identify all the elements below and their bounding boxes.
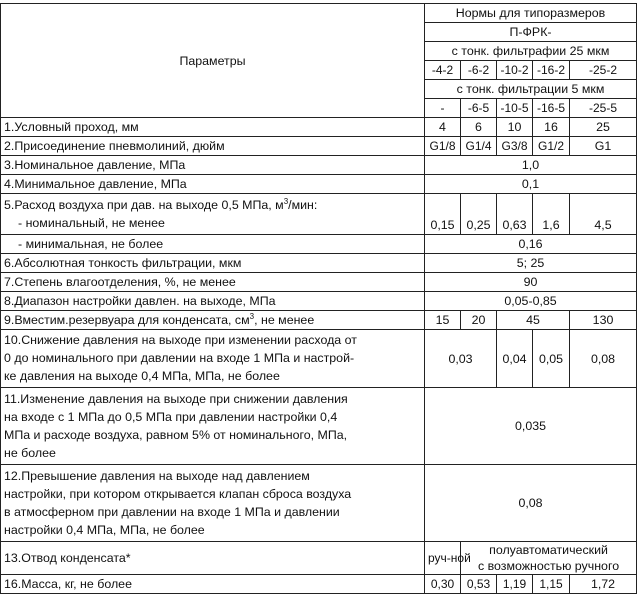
size5-cell: -10-5 [497, 99, 533, 118]
row-label [1, 465, 425, 542]
label-sup: 3 [249, 311, 255, 321]
value-cell: 0,03 [425, 330, 497, 388]
row-label: 6.Абсолютная тонкость фильтрации, мкм [1, 254, 425, 273]
size5-cell: -6-5 [461, 99, 497, 118]
row-connection [1, 137, 637, 156]
value-cell: 4 [425, 118, 461, 137]
label-text: /мин: [288, 198, 318, 212]
norms-header: Нормы для типоразмеров [425, 4, 637, 23]
row-label [1, 330, 425, 388]
row-pressure-drop [1, 330, 637, 388]
value-cell: 1,19 [497, 575, 533, 594]
value-cell: 0,63 [497, 194, 533, 235]
row-label: 1.Условный проход, мм [1, 118, 425, 137]
value-cell: 0,035 [425, 388, 637, 465]
label-line: ке давления на выходе 0,4 МПа, МПа, не более [4, 369, 280, 383]
value-cell: G1/2 [533, 137, 570, 156]
row-label [1, 235, 425, 254]
row-label: 2.Присоединение пневмолиний, дюйм [1, 137, 425, 156]
label-line: настройки, при котором открывается клапан сброса воздуха [4, 487, 352, 501]
value-cell: 16 [533, 118, 570, 137]
label-line: 12.Превышение давления на выходе над давлением [4, 469, 310, 483]
label-line: на входе с 1 МПа до 0,5 МПа при давлении настройки 0,4 [4, 410, 338, 424]
value-cell: 1,72 [570, 575, 637, 594]
value-cell: 0,16 [425, 235, 637, 254]
label-line: 11.Изменение давления на выходе при снижении давления [4, 392, 348, 406]
row-nominal-bore [1, 118, 637, 137]
size5-cell: -16-5 [533, 99, 570, 118]
label-text: , не менее [254, 313, 315, 327]
size25-cell: -10-2 [497, 61, 533, 80]
row-label: 4.Минимальное давление, МПа [1, 175, 425, 194]
value-cell: 20 [461, 311, 497, 330]
spec-table [0, 3, 637, 594]
label-text: 5.Расход воздуха при дав. на выходе 0,5 МПа, м [4, 198, 284, 212]
label-line: настройки 0,4 МПа, МПа, не более [4, 523, 205, 537]
row-label: 16.Масса, кг, не более [1, 575, 425, 594]
params-header: Параметры [1, 4, 425, 118]
row-condensate [1, 542, 637, 575]
value-cell: G1/4 [461, 137, 497, 156]
value-cell: 0,04 [497, 330, 533, 388]
label-line: 0 до номинального при давлении на входе 1 МПа и настрой- [4, 351, 355, 365]
label-line: в атмосферном при давлении на входе 1 МПа и давлении [4, 505, 340, 519]
value-cell: 15 [425, 311, 461, 330]
row-label [1, 311, 425, 330]
value-cell: 0,05 [533, 330, 570, 388]
value-cell: 6 [461, 118, 497, 137]
row-label: 13.Отвод конденсата* [1, 542, 425, 575]
row-pressure-excess [1, 465, 637, 542]
label-text: 9.Вместим.резервуара для конденсата, см [4, 313, 250, 327]
value-cell: 45 [497, 311, 570, 330]
row-label: 3.Номинальное давление, МПа [1, 156, 425, 175]
value-cell: 1,0 [425, 156, 637, 175]
value-cell: 130 [570, 311, 637, 330]
value-cell: G1 [570, 137, 637, 156]
value-cell: G1/8 [425, 137, 461, 156]
value-cell: 90 [425, 273, 637, 292]
header-row-1 [1, 4, 637, 23]
value-cell: G3/8 [497, 137, 533, 156]
size5-cell: - [425, 99, 461, 118]
size25-cell: -6-2 [461, 61, 497, 80]
value-cell: 1,6 [533, 194, 570, 235]
row-capacity [1, 311, 637, 330]
value-cell-semi [461, 542, 637, 575]
row-label [1, 194, 425, 235]
label-line: 10.Снижение давления на выходе при изменении расхода от [4, 333, 357, 347]
spec-table-container [0, 3, 637, 594]
value-cell: 0,08 [570, 330, 637, 388]
label-sup: 3 [283, 196, 289, 206]
row-moisture [1, 273, 637, 292]
value-cell: 0,08 [425, 465, 637, 542]
value-cell-manual: руч-ной [425, 542, 461, 575]
row-label: 8.Диапазон настройки давлен. на выходе, МПа [1, 292, 425, 311]
label-line: МПа и расходе воздуха, равном 5% от номинального, МПа, [4, 428, 348, 442]
row-filtration [1, 254, 637, 273]
row-mass [1, 575, 637, 594]
value-cell: 10 [497, 118, 533, 137]
row-air-flow-min [1, 235, 637, 254]
model-header: П-ФРК- [425, 23, 637, 42]
sub-label: - минимальная, не более [18, 237, 164, 251]
sub-label: - номинальный, не менее [18, 216, 165, 230]
value-cell: 25 [570, 118, 637, 137]
value-cell: 0,53 [461, 575, 497, 594]
row-label [1, 388, 425, 465]
value-cell: 0,30 [425, 575, 461, 594]
semi-line: полуавтоматический [489, 543, 608, 557]
value-cell: 1,15 [533, 575, 570, 594]
row-range [1, 292, 637, 311]
fine25-header: с тонк. фильтрафии 25 мкм [425, 42, 637, 61]
value-cell: 0,05-0,85 [425, 292, 637, 311]
size5-cell: -25-5 [570, 99, 637, 118]
size25-cell: -25-2 [570, 61, 637, 80]
size25-cell: -4-2 [425, 61, 461, 80]
value-cell: 4,5 [570, 194, 637, 235]
fine5-header: с тонк. фильтрации 5 мкм [425, 80, 637, 99]
label-line: не более [4, 446, 56, 460]
row-label: 7.Степень влагоотделения, %, не менее [1, 273, 425, 292]
row-nominal-pressure [1, 156, 637, 175]
row-min-pressure [1, 175, 637, 194]
size25-cell: -16-2 [533, 61, 570, 80]
value-cell: 0,15 [425, 194, 461, 235]
value-cell: 0,25 [461, 194, 497, 235]
row-pressure-change [1, 388, 637, 465]
row-air-flow [1, 194, 637, 235]
value-cell: 0,1 [425, 175, 637, 194]
value-cell: 5; 25 [425, 254, 637, 273]
semi-line: с возможностью ручного [477, 559, 620, 573]
